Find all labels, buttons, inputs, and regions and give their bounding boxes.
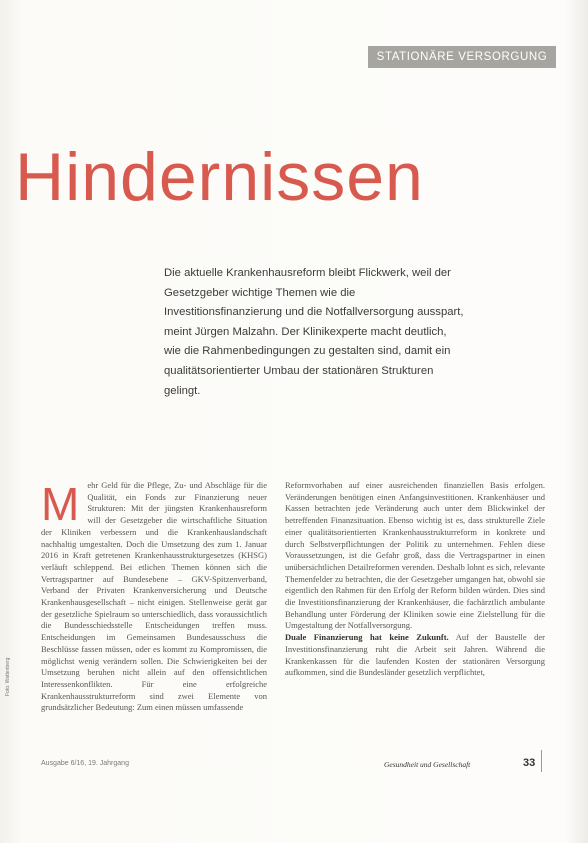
- body-text-right: Reformvorhaben auf einer ausreichenden finanziellen Basis erfolgen. Veränderungen benötigen einen Anfangsinvestitionen. Krankenhäuser und Kassen betrachten jede Veränderung auch unter dem Blickwinkel der betreffenden Finanzsituation. Ebenso wichtig ist es, dass strukturelle Ziele einer qualitätsorientierten Krankenhausstrukturreform in konkrete und durch Selbstverpflichtungen der Politik zu unternehmen. Fehlen diese Voraussetzungen, ist die Gefahr groß, dass die Vertragspartner in einen unübersichtlichen Detailreformen verenden. Deshalb lohnt es sich, relevante Themenfelder zu betrachten, die der Gesetzgeber umgangen hat, obwohl sie eigentlich den Rahmen für den Erfolg der Reform bilden würden. Dies sind die Investitionsfinanzierung der Krankenhäuser, die fachärztlich ambulante Behandlung unter Förderung der Kliniken sowie eine Zielstellung für die Umgestaltung der Notfallversorgung.: [285, 480, 545, 631]
- body-column-left: [41, 480, 267, 748]
- footer-issue: Ausgabe 6/16, 19. Jahrgang: [41, 760, 129, 767]
- body-subhead: Duale Finanzierung hat keine Zukunft.: [285, 632, 449, 643]
- footer-divider: [541, 750, 542, 772]
- body-paragraph: [285, 632, 545, 679]
- photo-credit: Foto: Wattenberg: [5, 657, 11, 696]
- body-column-right: [285, 480, 545, 748]
- footer-magazine: Gesundheit und Gesellschaft: [384, 760, 471, 769]
- article-headline: Hindernissen: [15, 139, 424, 215]
- page-number: 33: [523, 757, 536, 769]
- drop-cap: M: [41, 480, 80, 530]
- section-label: STATIONÄRE VERSORGUNG: [368, 46, 556, 68]
- article-lead: Die aktuelle Krankenhausreform bleibt Flickwerk, weil der Gesetzgeber wichtige Themen wie die Investitionsfinanzierung und die Notfallversorgung ausspart, meint Jürgen Malzahn. Der Klinikexperte macht deutlich, wie die Rahmenbedingungen zu gestalten sind, damit ein qualitätsorientierter Umbau der stationären Strukturen gelingt.: [164, 267, 464, 397]
- body-text-left: ehr Geld für die Pflege, Zu- und Abschläge für die Qualität, ein Fonds zur Finanzierung neuer Strukturen: Mit der jüngsten Krankenhausreform will der Gesetzgeber die wirtschaftliche Situation der Kliniken verbessern und die Krankenhauslandschaft nachhaltig umgestalten. Doch die Umsetzung des zum 1. Januar 2016 in Kraft getretenen Krankenhausstrukturgesetzes (KHSG) verläuft schleppend. Bei etlichen Themen können sich die Vertragspartner auf Bundesebene – GKV-Spitzenverband, Verband der Privaten Krankenversicherung und Deutsche Krankenhausgesellschaft – nicht einigen. Stellenweise gerät gar der gesetzliche Spielraum so unterschiedlich, dass voraussichtlich die Bundesschiedsstelle Entscheidungen treffen muss. Entscheidungen im Gemeinsamen Bundesausschuss die Beschlüsse fassen müssen, oder es kommt zu Kompromissen, die möglichst wenig verändern sollen. Die Schwierigkeiten bei der Umsetzung beruhen nicht allein auf den offensichtlichen Interessenkonflikten. Für eine erfolgreiche Krankenhausstrukturreform sind zwei Elemente von grundsätzlicher Bedeutung: Zum einen müssen umfassende: [41, 480, 267, 713]
- body-text-right-tail: Auf der Baustelle der Investitionsfinanzierung ruht die Arbeit seit Jahren. Während die Krankenkassen für die laufenden Kosten der stationären Versorgung aufkommen, sind die Bundesländer gesetzlich verpflichtet,: [285, 632, 545, 678]
